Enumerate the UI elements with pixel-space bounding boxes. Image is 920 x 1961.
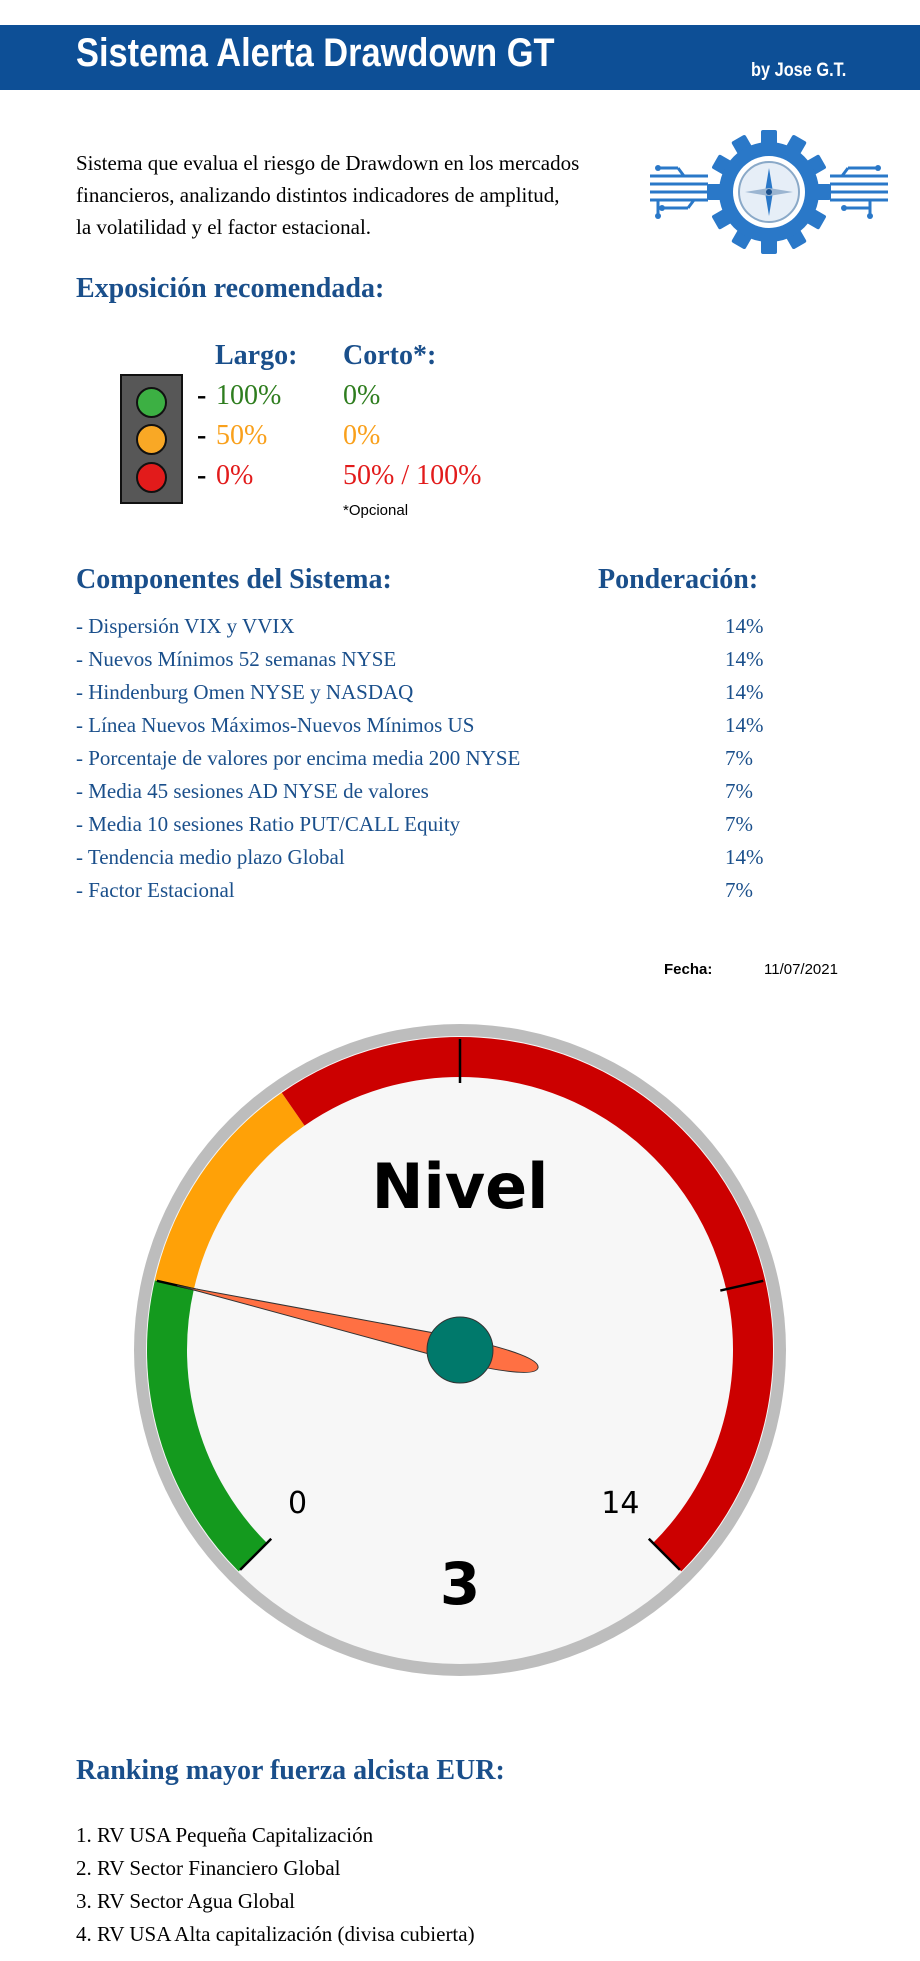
gauge-max-label: 14 [601,1485,640,1521]
intro-line: Sistema que evalua el riesgo de Drawdown en los mercados [76,151,580,175]
component-item: - Factor Estacional [76,878,235,902]
component-item: - Línea Nuevos Máximos-Nuevos Mínimos US [76,713,475,737]
page-title: Sistema Alerta Drawdown GT [76,31,555,75]
gauge-min-label: 0 [288,1485,308,1521]
component-weight: 7% [725,878,753,902]
short-column-header: Corto*: [343,340,437,371]
component-weight: 14% [725,713,764,737]
component-item: - Dispersión VIX y VVIX [76,614,295,638]
component-item: - Nuevos Mínimos 52 semanas NYSE [76,647,397,671]
components-heading: Componentes del Sistema: [76,564,392,595]
compass-gear-circuit-icon [648,128,890,256]
component-item: - Hindenburg Omen NYSE y NASDAQ [76,680,414,704]
ranking-heading: Ranking mayor fuerza alcista EUR: [76,1755,505,1786]
ranking-item: 3. RV Sector Agua Global [76,1889,295,1913]
component-weight: 14% [725,647,764,671]
component-weight: 7% [725,779,753,803]
component-item: - Media 45 sesiones AD NYSE de valores [76,779,429,803]
long-value-red: 0% [216,460,254,491]
long-column-header: Largo: [215,340,298,371]
ranking-item: 2. RV Sector Financiero Global [76,1856,341,1880]
long-value-green: 100% [216,380,282,411]
red-light-icon [136,462,167,493]
exposure-row-orange [197,420,206,452]
component-item: - Tendencia medio plazo Global [76,845,345,869]
gauge-title: Nivel [371,1150,549,1223]
component-weight: 7% [725,746,753,770]
ranking-item: 4. RV USA Alta capitalización (divisa cubierta) [76,1922,475,1946]
optional-note: *Opcional [343,502,409,519]
date-label: Fecha: [664,961,713,978]
risk-level-gauge [130,1020,790,1680]
weight-heading: Ponderación: [598,564,759,595]
component-weight: 7% [725,812,753,836]
date-value: 11/07/2021 [764,961,838,978]
intro-line: financieros, analizando distintos indicadores de amplitud, [76,183,560,207]
ranking-item: 1. RV USA Pequeña Capitalización [76,1823,374,1847]
long-value-orange: 50% [216,420,268,451]
exposure-row-red [197,460,206,492]
component-weight: 14% [725,845,764,869]
short-value-green: 0% [343,380,381,411]
short-value-red: 50% / 100% [343,460,482,491]
component-weight: 14% [725,680,764,704]
gauge-value: 3 [439,1550,481,1618]
component-item: - Porcentaje de valores por encima media 200 NYSE [76,746,521,770]
intro-line: la volatilidad y el factor estacional. [76,215,372,239]
exposure-heading: Exposición recomendada: [76,273,385,304]
row-dash: - [197,380,207,411]
gauge-hub [427,1317,493,1383]
component-weight: 14% [725,614,764,638]
exposure-row-green [197,380,206,412]
row-dash: - [197,460,207,491]
short-value-orange: 0% [343,420,381,451]
author-byline: by Jose G.T. [751,60,847,81]
row-dash: - [197,420,207,451]
traffic-light [120,374,183,504]
orange-light-icon [136,424,167,455]
intro-text [76,147,636,243]
green-light-icon [136,387,167,418]
component-item: - Media 10 sesiones Ratio PUT/CALL Equity [76,812,461,836]
